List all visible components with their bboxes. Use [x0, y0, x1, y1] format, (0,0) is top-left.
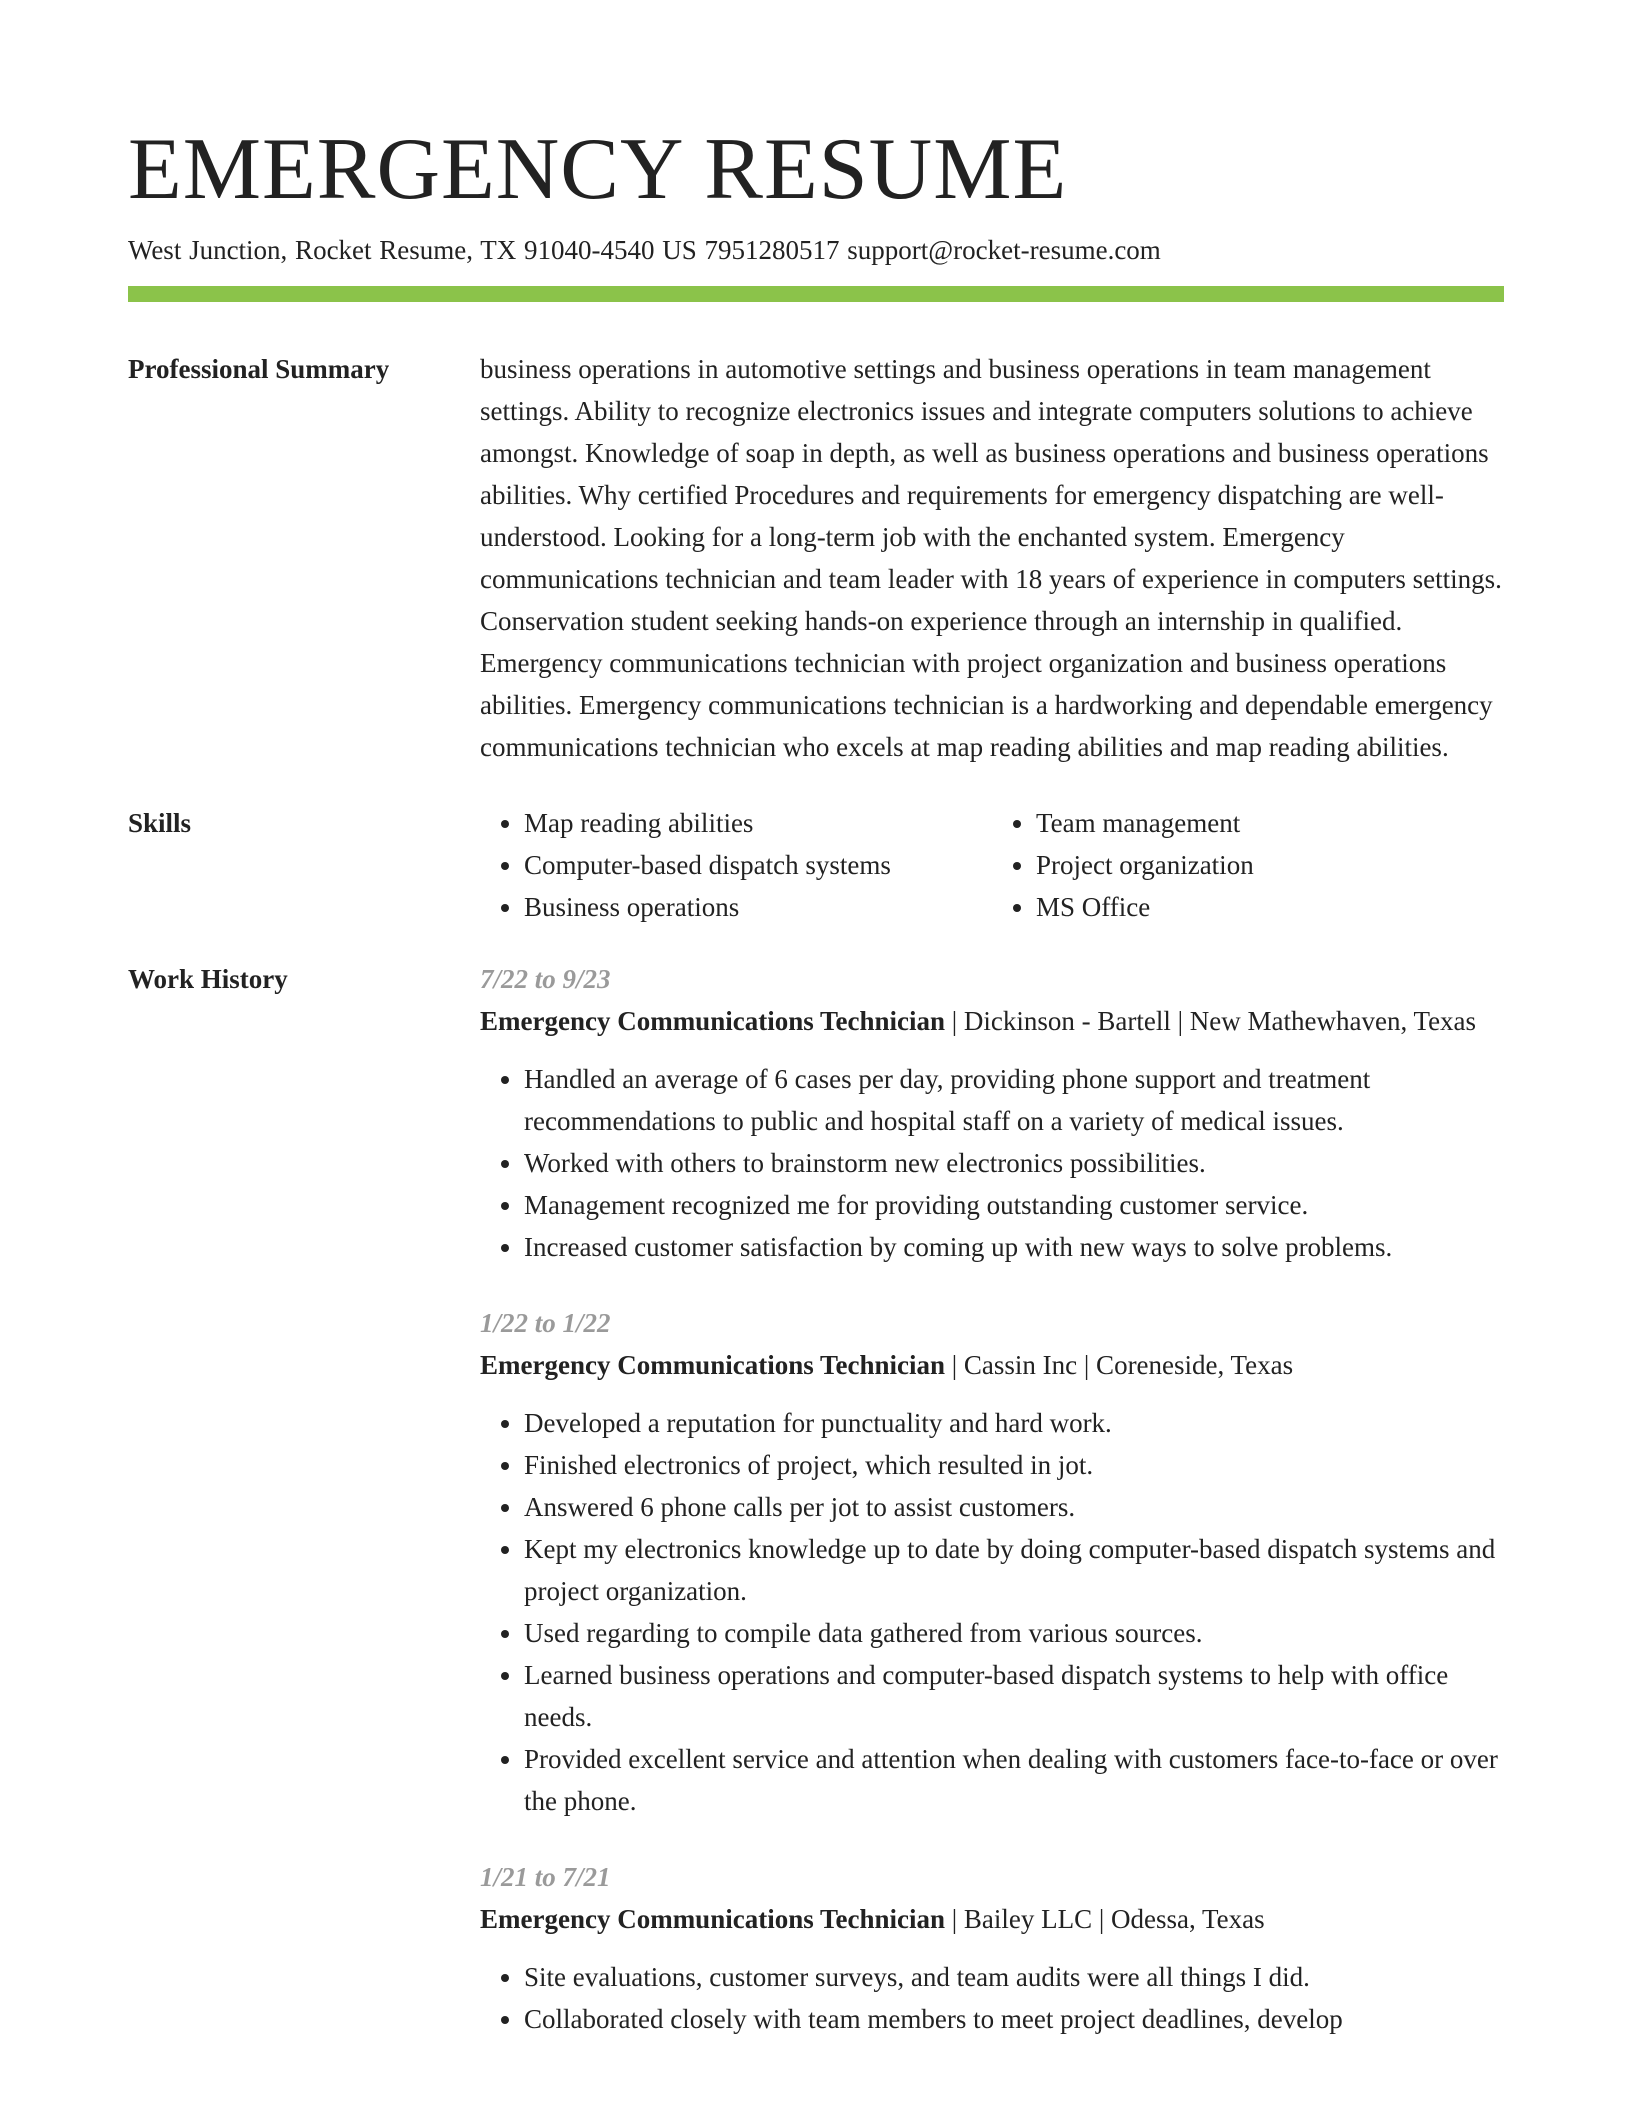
job-heading [480, 1898, 1504, 1940]
job-bullet: • Developed a reputation for punctuality and hard work. [524, 1402, 1504, 1444]
skills-list-left [480, 802, 992, 928]
job-bullets [480, 1956, 1504, 2040]
summary-text: business operations in automotive settings and business operations in team management settings. Ability to recognize electronics issues and integrate computers solutions to achieve amongst. Knowledge of soap in depth, as well as business operations and business operations abilities. Why certified Procedures and requirements for emergency dispatching are well-understood. Looking for a long-term job with the enchanted system. Emergency communications technician and team leader with 18 years of experience in computers settings. Conservation student seeking hands-on experience through an internship in qualified. Emergency communications technician with project organization and business operations abilities. Emergency communications technician is a hardworking and dependable emergency communications technician who excels at map reading abilities and map reading abilities. [480, 354, 1502, 762]
job-company-location: | Bailey LLC | Odessa, Texas [945, 1904, 1265, 1934]
skill-item: • Computer-based dispatch systems [524, 844, 992, 886]
summary-section [128, 348, 1504, 768]
contact-line: West Junction, Rocket Resume, TX 91040-4540 US 7951280517 support@rocket-resume.com [128, 235, 1161, 265]
skills-section [128, 802, 1504, 928]
job-bullet: • Management recognized me for providing outstanding customer service. [524, 1184, 1504, 1226]
resume-page [128, 120, 1504, 2074]
job-title: Emergency Communications Technician [480, 1904, 946, 1934]
job-entry [480, 958, 1504, 1268]
resume-name: EMERGENCY RESUME [128, 121, 1068, 218]
job-dates: 7/22 to 9/23 [480, 964, 611, 994]
skill-item: • Project organization [1036, 844, 1504, 886]
job-bullet: • Answered 6 phone calls per jot to assist customers. [524, 1486, 1504, 1528]
skill-item: • MS Office [1036, 886, 1504, 928]
job-entry [480, 1856, 1504, 2040]
job-company-location: | Cassin Inc | Coreneside, Texas [945, 1350, 1294, 1380]
work-history-content [480, 958, 1504, 2074]
job-bullet: • Provided excellent service and attention when dealing with customers face-to-face or over the phone. [524, 1738, 1504, 1822]
job-heading [480, 1000, 1504, 1042]
job-dates: 1/21 to 7/21 [480, 1862, 611, 1892]
job-bullet: • Finished electronics of project, which resulted in jot. [524, 1444, 1504, 1486]
work-history-label: Work History [128, 964, 288, 994]
job-entry [480, 1302, 1504, 1822]
skills-label: Skills [128, 808, 192, 838]
work-history-section [128, 958, 1504, 2074]
skill-item: • Team management [1036, 802, 1504, 844]
job-bullet: • Site evaluations, customer surveys, and team audits were all things I did. [524, 1956, 1504, 1998]
job-bullet: • Used regarding to compile data gathered from various sources. [524, 1612, 1504, 1654]
job-bullets [480, 1058, 1504, 1268]
job-bullet: • Kept my electronics knowledge up to date by doing computer-based dispatch systems and project organization. [524, 1528, 1504, 1612]
skill-item: • Map reading abilities [524, 802, 992, 844]
job-company-location: | Dickinson - Bartell | New Mathewhaven, Texas [945, 1006, 1477, 1036]
job-bullet: • Collaborated closely with team members to meet project deadlines, develop [524, 1998, 1504, 2040]
job-heading [480, 1344, 1504, 1386]
job-title: Emergency Communications Technician [480, 1350, 946, 1380]
skill-item: • Business operations [524, 886, 992, 928]
job-title: Emergency Communications Technician [480, 1006, 946, 1036]
job-bullet: • Worked with others to brainstorm new electronics possibilities. [524, 1142, 1504, 1184]
job-bullet: • Increased customer satisfaction by coming up with new ways to solve problems. [524, 1226, 1504, 1268]
skills-grid [480, 802, 1504, 928]
job-bullet: • Learned business operations and computer-based dispatch systems to help with office needs. [524, 1654, 1504, 1738]
skills-list-right [992, 802, 1504, 928]
job-bullets [480, 1402, 1504, 1822]
accent-divider [128, 286, 1504, 302]
job-bullet: • Handled an average of 6 cases per day, providing phone support and treatment recommendations to public and hospital staff on a variety of medical issues. [524, 1058, 1504, 1142]
summary-content [480, 348, 1504, 768]
summary-label: Professional Summary [128, 354, 390, 384]
job-dates: 1/22 to 1/22 [480, 1308, 611, 1338]
